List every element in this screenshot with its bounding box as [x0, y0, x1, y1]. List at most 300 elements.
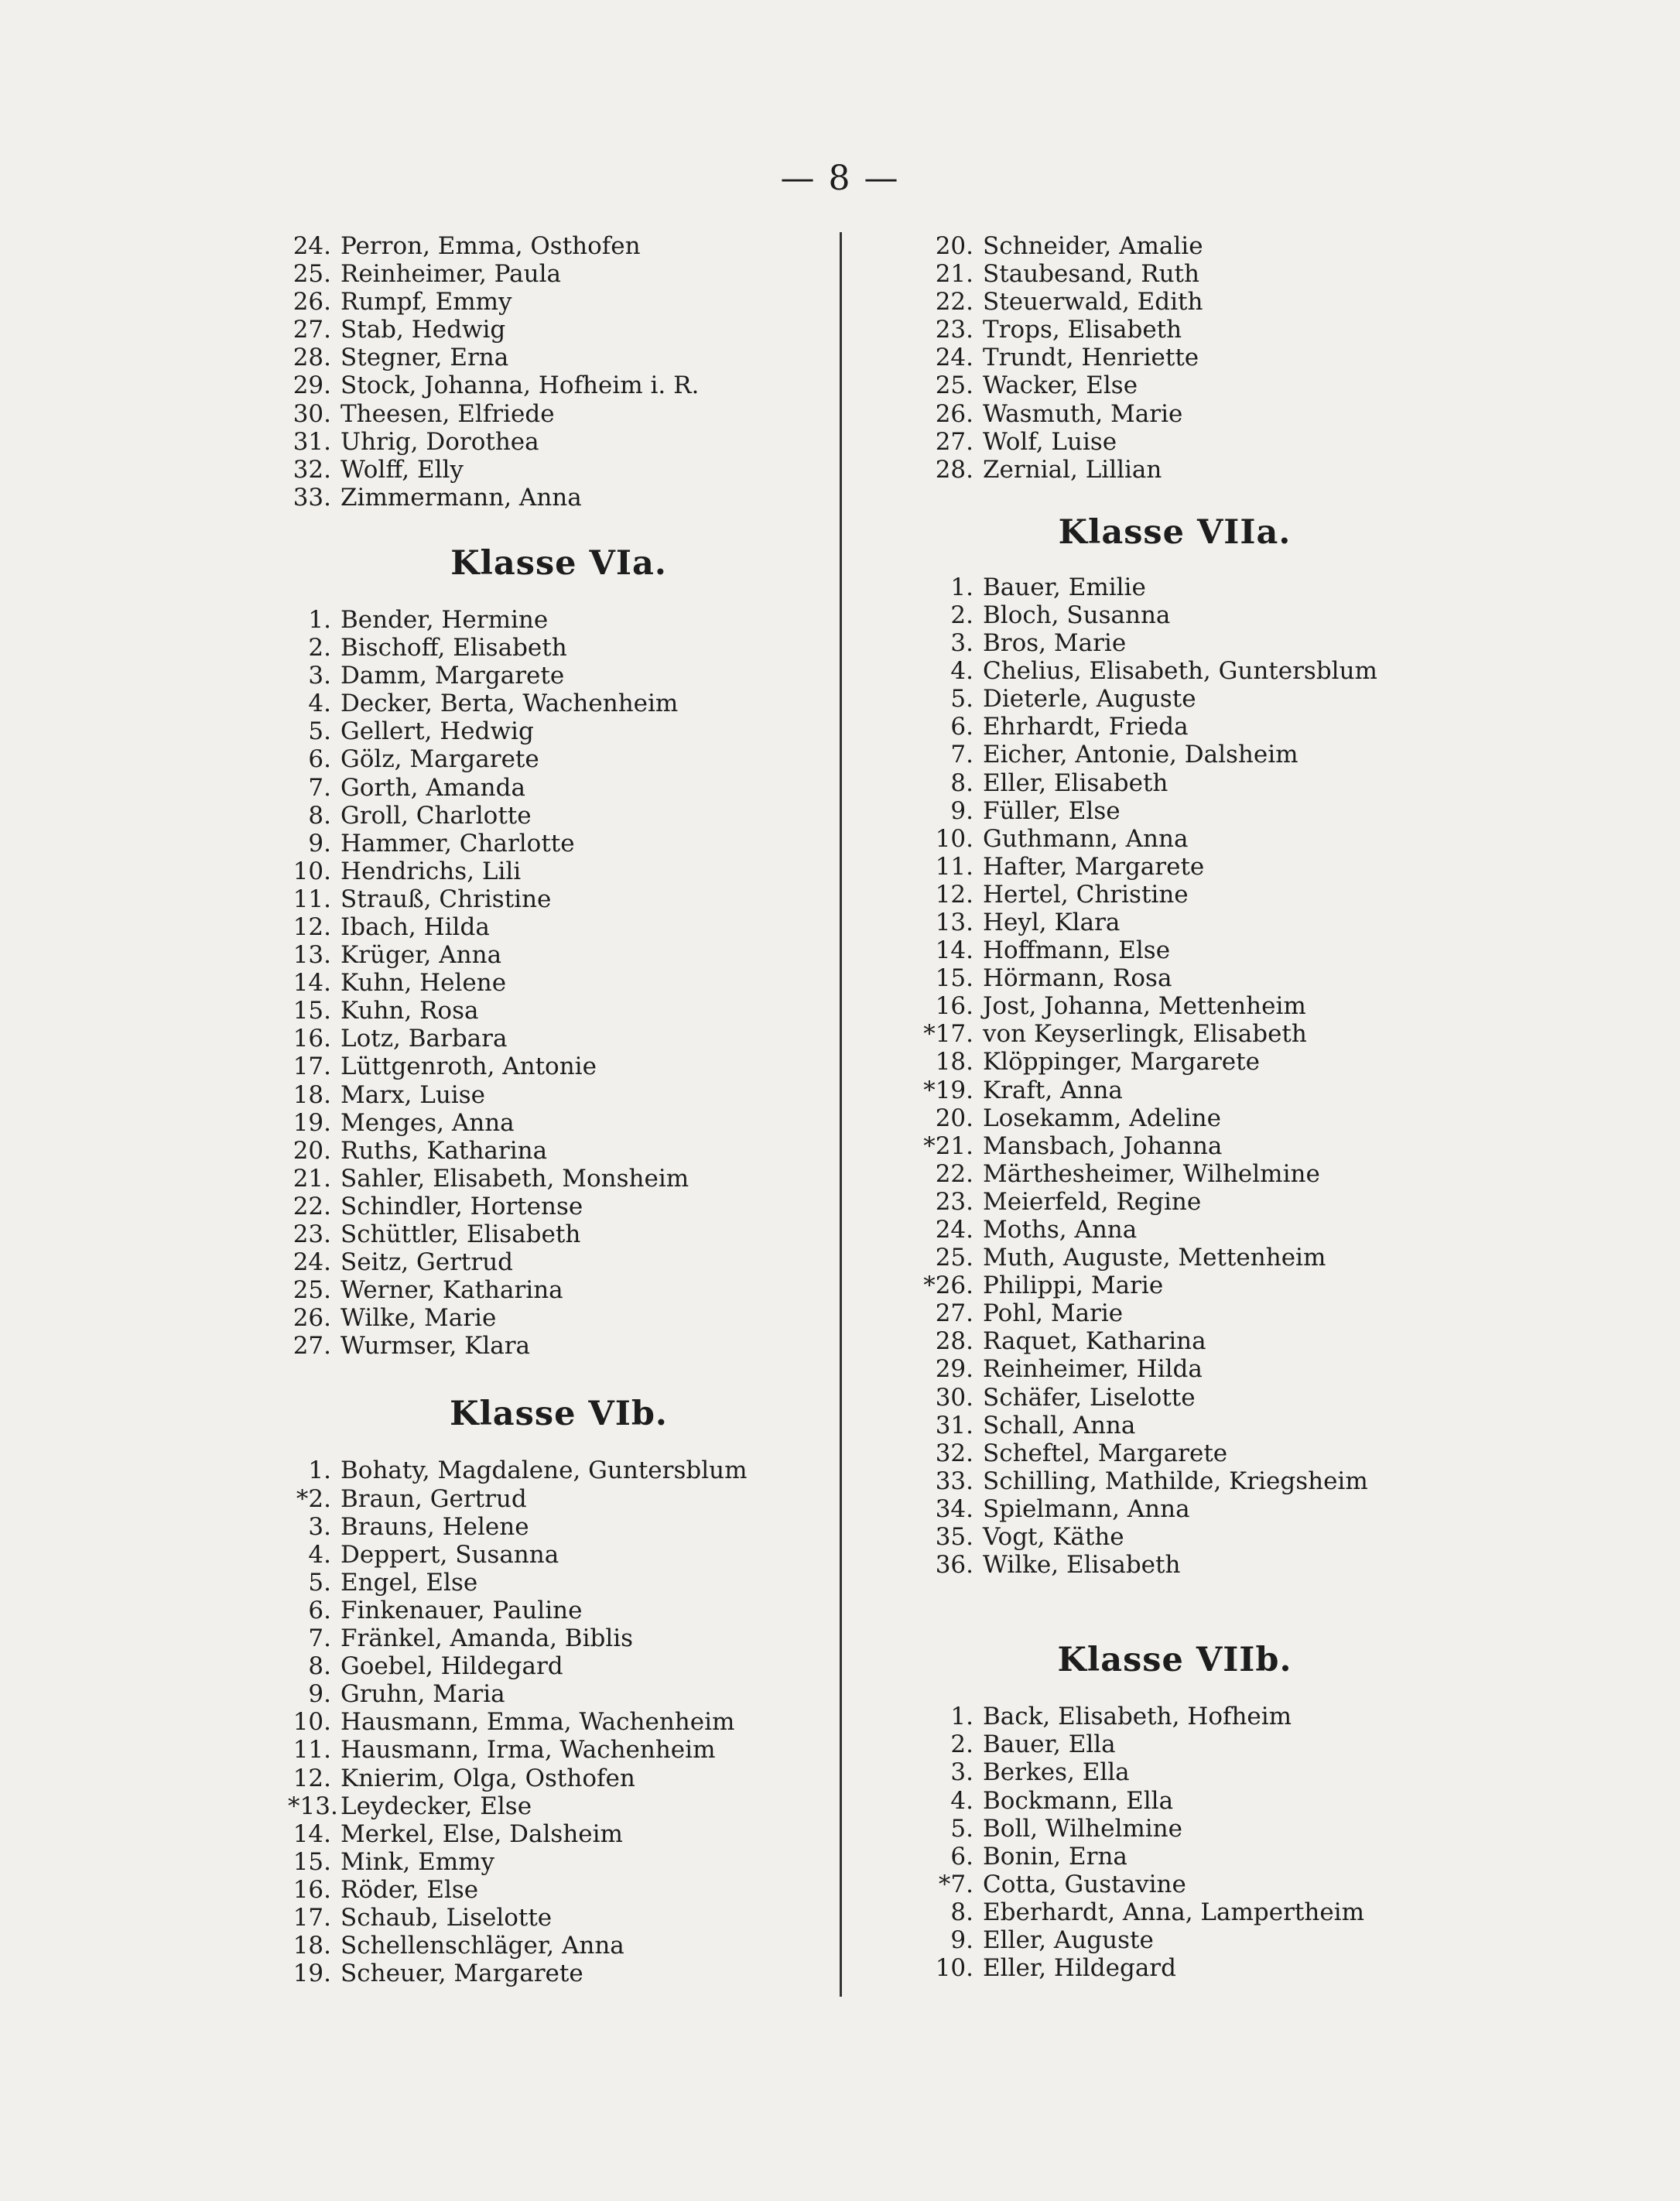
- entry-number: 34.: [935, 1494, 973, 1523]
- entry-name: Bohaty, Magdalene, Guntersblum: [340, 1456, 748, 1485]
- entry-number: 27.: [935, 427, 973, 456]
- entry-name: Bischoff, Elisabeth: [340, 634, 567, 662]
- entry-name: Zimmermann, Anna: [340, 483, 582, 512]
- entry-number: 3.: [950, 1758, 973, 1787]
- list-item: [288, 1708, 830, 1736]
- entry-name: Füller, Else: [983, 796, 1121, 825]
- list-item: [288, 913, 830, 941]
- list-item: [288, 1513, 830, 1541]
- entry-name: Gorth, Amanda: [340, 773, 525, 802]
- entry-number: 10.: [293, 1708, 331, 1737]
- heading-klasse-vib: Klasse VIb.: [450, 1395, 668, 1434]
- list-item: [288, 1276, 830, 1304]
- entry-number: 1.: [308, 605, 331, 634]
- entry-number: 23.: [935, 1187, 973, 1216]
- entry-name: Kuhn, Rosa: [340, 997, 479, 1025]
- list-item: [288, 1736, 830, 1764]
- entry-name: Werner, Katharina: [340, 1276, 563, 1305]
- entry-number: 23.: [935, 316, 973, 344]
- list-item: [919, 232, 1430, 260]
- entry-number: 3.: [308, 1512, 331, 1541]
- entry-name: Fränkel, Amanda, Biblis: [340, 1624, 634, 1653]
- entry-number: 28.: [935, 1327, 973, 1356]
- entry-number: 1.: [950, 1703, 973, 1731]
- klasse-vib-list: [288, 1456, 830, 1987]
- list-item: [919, 601, 1430, 629]
- entry-name: Mink, Emmy: [340, 1847, 495, 1876]
- entry-number: 2.: [308, 634, 331, 662]
- list-item: [919, 1299, 1430, 1327]
- list-item: [288, 456, 830, 484]
- entry-number: 29.: [935, 1355, 973, 1384]
- list-item: [919, 657, 1430, 685]
- entry-name: Zernial, Lillian: [983, 455, 1162, 484]
- entry-name: Eicher, Antonie, Dalsheim: [983, 741, 1298, 769]
- entry-number: 26.: [935, 399, 973, 428]
- entry-number: 24.: [293, 1248, 331, 1277]
- entry-name: Jost, Johanna, Mettenheim: [983, 992, 1306, 1021]
- list-item: [919, 1954, 1430, 1982]
- entry-name: Steuerwald, Edith: [983, 288, 1203, 317]
- entry-name: Ehrhardt, Frieda: [983, 713, 1189, 741]
- entry-number: 6.: [308, 1596, 331, 1624]
- heading-klasse-viia: Klasse VIIa.: [1058, 512, 1292, 552]
- list-item: [288, 1680, 830, 1708]
- entry-name: Hoffmann, Else: [983, 936, 1171, 965]
- entry-name: Groll, Charlotte: [340, 801, 532, 830]
- entry-name: Hafter, Margarete: [983, 852, 1205, 881]
- list-item: [919, 1327, 1430, 1355]
- list-item: [288, 1876, 830, 1904]
- list-item: [919, 1104, 1430, 1132]
- list-item: [288, 1932, 830, 1960]
- list-item: [919, 1730, 1430, 1758]
- list-item: [919, 713, 1430, 741]
- entry-name: Bloch, Susanna: [983, 601, 1171, 629]
- list-item: [919, 1467, 1430, 1495]
- list-item: [919, 316, 1430, 344]
- entry-number: 27.: [935, 1299, 973, 1328]
- list-item: [288, 1624, 830, 1652]
- list-item: [288, 1485, 830, 1513]
- entry-number: 35.: [935, 1523, 973, 1552]
- entry-name: Krüger, Anna: [340, 941, 502, 970]
- entry-name: Bender, Hermine: [340, 605, 549, 634]
- entry-number: 17.: [293, 1903, 331, 1932]
- entry-name: Guthmann, Anna: [983, 824, 1189, 853]
- entry-name: Meierfeld, Regine: [983, 1187, 1202, 1216]
- entry-name: Staubesand, Ruth: [983, 260, 1199, 289]
- entry-name: Heyl, Klara: [983, 908, 1121, 936]
- list-item: [919, 1384, 1430, 1412]
- entry-number: 5.: [308, 1568, 331, 1597]
- list-item: [288, 1081, 830, 1109]
- continued-list-left: [288, 232, 830, 512]
- entry-name: Hammer, Charlotte: [340, 829, 575, 857]
- klasse-viia-list: [919, 573, 1430, 1579]
- entry-name: Trundt, Henriette: [983, 344, 1199, 372]
- list-item: [288, 802, 830, 830]
- list-item: [919, 992, 1430, 1020]
- entry-number: *13.: [288, 1792, 338, 1820]
- entry-number: 10.: [935, 1954, 973, 1983]
- entry-name: Hendrichs, Lili: [340, 857, 522, 885]
- entry-number: 11.: [293, 885, 331, 913]
- entry-number: 23.: [293, 1220, 331, 1248]
- entry-name: Schüttler, Elisabeth: [340, 1220, 581, 1248]
- entry-name: Schall, Anna: [983, 1411, 1136, 1439]
- entry-name: Pohl, Marie: [983, 1299, 1124, 1328]
- entry-name: Philippi, Marie: [983, 1272, 1164, 1300]
- entry-number: 15.: [935, 964, 973, 993]
- entry-name: Spielmann, Anna: [983, 1494, 1190, 1523]
- list-item: [288, 774, 830, 802]
- list-item: [919, 1132, 1430, 1160]
- list-item: [919, 1188, 1430, 1216]
- entry-name: Wacker, Else: [983, 371, 1138, 400]
- klasse-viib-list: [919, 1703, 1430, 1982]
- entry-number: 10.: [935, 824, 973, 853]
- list-item: [919, 344, 1430, 371]
- list-item: [919, 853, 1430, 881]
- list-item: [288, 288, 830, 316]
- list-item: [919, 288, 1430, 316]
- entry-number: 26.: [293, 1304, 331, 1333]
- list-item: [288, 1025, 830, 1053]
- list-item: [288, 1053, 830, 1080]
- entry-name: Berkes, Ella: [983, 1758, 1130, 1787]
- entry-number: 29.: [293, 371, 331, 400]
- list-item: [919, 1843, 1430, 1871]
- entry-number: 5.: [950, 1814, 973, 1843]
- list-item: [919, 1216, 1430, 1244]
- entry-number: 5.: [308, 717, 331, 746]
- entry-number: 8.: [308, 1652, 331, 1681]
- entry-number: 6.: [308, 745, 331, 774]
- entry-name: Wilke, Marie: [340, 1304, 497, 1333]
- entry-number: 3.: [950, 629, 973, 658]
- entry-name: Engel, Else: [340, 1568, 478, 1597]
- entry-name: Eberhardt, Anna, Lampertheim: [983, 1898, 1364, 1926]
- entry-name: Gölz, Margarete: [340, 745, 539, 774]
- entry-name: Hertel, Christine: [983, 880, 1189, 909]
- entry-number: 10.: [293, 857, 331, 885]
- entry-number: 14.: [293, 969, 331, 998]
- entry-number: 31.: [293, 427, 331, 456]
- entry-number: 2.: [950, 1730, 973, 1759]
- entry-number: 32.: [935, 1439, 973, 1467]
- entry-name: Märthesheimer, Wilhelmine: [983, 1159, 1320, 1188]
- entry-name: Cotta, Gustavine: [983, 1870, 1186, 1898]
- entry-name: Scheuer, Margarete: [340, 1960, 583, 1988]
- entry-name: Chelius, Elisabeth, Guntersblum: [983, 657, 1377, 686]
- list-item: [919, 573, 1430, 601]
- list-item: [919, 1048, 1430, 1076]
- entry-name: Wolf, Luise: [983, 427, 1117, 456]
- page-number: — 8 —: [780, 159, 900, 198]
- entry-name: Stab, Hedwig: [340, 316, 506, 344]
- list-item: [919, 260, 1430, 288]
- list-item: [919, 881, 1430, 909]
- list-item: [288, 260, 830, 288]
- entry-name: Röder, Else: [340, 1875, 479, 1904]
- entry-number: 28.: [293, 344, 331, 372]
- list-item: [288, 857, 830, 885]
- entry-name: von Keyserlingk, Elisabeth: [983, 1020, 1307, 1049]
- list-item: [288, 344, 830, 371]
- entry-name: Ibach, Hilda: [340, 912, 490, 941]
- entry-name: Knierim, Olga, Osthofen: [340, 1764, 635, 1792]
- entry-number: 21.: [293, 1164, 331, 1193]
- entry-number: 33.: [293, 483, 331, 512]
- heading-klasse-via: Klasse VIa.: [450, 543, 667, 583]
- list-item: [288, 634, 830, 662]
- entry-name: Lotz, Barbara: [340, 1025, 508, 1053]
- entry-number: 22.: [293, 1192, 331, 1220]
- entry-name: Back, Elisabeth, Hofheim: [983, 1703, 1292, 1731]
- list-item: [288, 1456, 830, 1484]
- entry-name: Klöppinger, Margarete: [983, 1048, 1260, 1077]
- entry-name: Gruhn, Maria: [340, 1680, 505, 1709]
- entry-number: 4.: [308, 1540, 331, 1569]
- left-column: [288, 232, 830, 1987]
- list-item: [919, 371, 1430, 399]
- list-item: [288, 1137, 830, 1165]
- list-item: [919, 1020, 1430, 1048]
- entry-name: Dieterle, Auguste: [983, 685, 1196, 714]
- list-item: [288, 1960, 830, 1987]
- list-item: [919, 936, 1430, 964]
- list-item: [288, 1820, 830, 1848]
- entry-number: 9.: [950, 1925, 973, 1954]
- entry-number: 24.: [935, 344, 973, 372]
- entry-name: Schellenschläger, Anna: [340, 1932, 624, 1960]
- entry-number: 27.: [293, 1332, 331, 1361]
- list-item: [288, 1904, 830, 1932]
- entry-name: Eller, Elisabeth: [983, 768, 1168, 797]
- entry-name: Vogt, Käthe: [983, 1523, 1124, 1552]
- right-column: [919, 232, 1430, 1982]
- list-item: [919, 1898, 1430, 1926]
- entry-name: Decker, Berta, Wachenheim: [340, 690, 679, 718]
- list-item: [288, 428, 830, 456]
- list-item: [288, 371, 830, 399]
- entry-number: 30.: [935, 1383, 973, 1412]
- entry-number: 31.: [935, 1411, 973, 1439]
- entry-number: 8.: [308, 801, 331, 830]
- entry-name: Reinheimer, Hilda: [983, 1355, 1203, 1384]
- entry-number: 8.: [950, 768, 973, 797]
- entry-number: 25.: [935, 371, 973, 400]
- list-item: [288, 400, 830, 428]
- entry-number: 22.: [935, 288, 973, 317]
- entry-name: Uhrig, Dorothea: [340, 427, 539, 456]
- entry-name: Bauer, Emilie: [983, 573, 1146, 601]
- list-item: [919, 797, 1430, 825]
- entry-name: Scheftel, Margarete: [983, 1439, 1228, 1467]
- entry-number: 15.: [293, 997, 331, 1025]
- list-item: [919, 400, 1430, 428]
- entry-name: Wurmser, Klara: [340, 1332, 531, 1361]
- list-item: [288, 745, 830, 773]
- entry-name: Schindler, Hortense: [340, 1192, 583, 1220]
- list-item: [919, 1077, 1430, 1104]
- entry-number: 18.: [293, 1080, 331, 1109]
- entry-number: 22.: [935, 1159, 973, 1188]
- entry-name: Eller, Hildegard: [983, 1954, 1176, 1983]
- entry-name: Raquet, Katharina: [983, 1327, 1206, 1356]
- list-item: [288, 232, 830, 260]
- list-item: [288, 1765, 830, 1792]
- entry-name: Muth, Auguste, Mettenheim: [983, 1244, 1326, 1272]
- list-item: [288, 1848, 830, 1876]
- entry-number: 25.: [935, 1244, 973, 1272]
- list-item: [288, 1792, 830, 1820]
- list-item: [919, 1412, 1430, 1439]
- list-item: [919, 964, 1430, 992]
- entry-name: Wasmuth, Marie: [983, 399, 1183, 428]
- list-item: [288, 484, 830, 512]
- entry-name: Wolff, Elly: [340, 455, 464, 484]
- list-item: [288, 997, 830, 1025]
- entry-name: Perron, Emma, Osthofen: [340, 232, 641, 260]
- heading-klasse-viib: Klasse VIIb.: [1057, 1641, 1292, 1680]
- entry-number: 8.: [950, 1898, 973, 1926]
- entry-number: 16.: [935, 992, 973, 1021]
- entry-number: *26.: [923, 1272, 973, 1300]
- list-item: [919, 1355, 1430, 1383]
- entry-number: 4.: [950, 1786, 973, 1815]
- list-item: [919, 1439, 1430, 1467]
- entry-number: 26.: [293, 288, 331, 317]
- entry-name: Stegner, Erna: [340, 344, 509, 372]
- list-item: [919, 685, 1430, 713]
- entry-name: Schäfer, Liselotte: [983, 1383, 1196, 1412]
- entry-number: 19.: [293, 1960, 331, 1988]
- list-item: [919, 1160, 1430, 1188]
- entry-number: 6.: [950, 1842, 973, 1871]
- entry-name: Wilke, Elisabeth: [983, 1551, 1181, 1580]
- entry-number: 15.: [293, 1847, 331, 1876]
- entry-name: Schaub, Liselotte: [340, 1903, 553, 1932]
- list-item: [919, 456, 1430, 484]
- list-item: [919, 1523, 1430, 1551]
- list-item: [288, 1541, 830, 1569]
- column-divider: [840, 232, 842, 1997]
- list-item: [919, 1926, 1430, 1954]
- list-item: [288, 1109, 830, 1137]
- list-item: [288, 1193, 830, 1220]
- entry-name: Marx, Luise: [340, 1080, 485, 1109]
- entry-name: Moths, Anna: [983, 1216, 1138, 1244]
- list-item: [919, 1871, 1430, 1898]
- entry-name: Eller, Auguste: [983, 1925, 1154, 1954]
- entry-name: Bockmann, Ella: [983, 1786, 1174, 1815]
- entry-name: Ruths, Katharina: [340, 1136, 548, 1165]
- entry-name: Seitz, Gertrud: [340, 1248, 514, 1277]
- entry-name: Bros, Marie: [983, 629, 1127, 658]
- entry-number: 9.: [308, 1680, 331, 1709]
- list-item: [919, 1815, 1430, 1843]
- entry-number: 25.: [293, 1276, 331, 1305]
- list-item: [919, 428, 1430, 456]
- entry-name: Boll, Wilhelmine: [983, 1814, 1182, 1843]
- entry-number: 24.: [935, 1216, 973, 1244]
- entry-number: 27.: [293, 316, 331, 344]
- entry-number: 7.: [308, 1624, 331, 1653]
- entry-number: 4.: [950, 657, 973, 686]
- entry-number: *19.: [923, 1076, 973, 1104]
- entry-name: Rumpf, Emmy: [340, 288, 512, 317]
- list-item: [288, 717, 830, 745]
- entry-number: 24.: [293, 232, 331, 260]
- entry-name: Losekamm, Adeline: [983, 1104, 1221, 1132]
- entry-name: Trops, Elisabeth: [983, 316, 1182, 344]
- entry-number: *7.: [938, 1870, 973, 1898]
- entry-number: 12.: [293, 912, 331, 941]
- entry-name: Deppert, Susanna: [340, 1540, 559, 1569]
- list-item: [288, 830, 830, 857]
- entry-name: Goebel, Hildegard: [340, 1652, 563, 1681]
- entry-number: 13.: [293, 941, 331, 970]
- list-item: [288, 662, 830, 690]
- list-item: [288, 1220, 830, 1248]
- entry-number: 9.: [950, 796, 973, 825]
- entry-number: 2.: [950, 601, 973, 629]
- entry-number: 28.: [935, 455, 973, 484]
- entry-name: Leydecker, Else: [340, 1792, 532, 1820]
- continued-list-right: [919, 232, 1430, 484]
- list-item: [919, 1244, 1430, 1272]
- entry-name: Bonin, Erna: [983, 1842, 1127, 1871]
- entry-number: 30.: [293, 399, 331, 428]
- entry-number: 18.: [935, 1048, 973, 1077]
- entry-name: Schneider, Amalie: [983, 232, 1203, 260]
- entry-name: Hausmann, Emma, Wachenheim: [340, 1708, 735, 1737]
- entry-name: Hausmann, Irma, Wachenheim: [340, 1736, 716, 1765]
- entry-number: 36.: [935, 1551, 973, 1580]
- list-item: [919, 1787, 1430, 1815]
- entry-number: 21.: [935, 260, 973, 289]
- entry-number: 32.: [293, 455, 331, 484]
- entry-number: 6.: [950, 713, 973, 741]
- list-item: [288, 1304, 830, 1332]
- entry-name: Damm, Margarete: [340, 662, 565, 690]
- list-item: [288, 1597, 830, 1624]
- entry-number: 19.: [293, 1108, 331, 1137]
- entry-number: 25.: [293, 260, 331, 289]
- list-item: [919, 909, 1430, 936]
- entry-name: Merkel, Else, Dalsheim: [340, 1819, 623, 1848]
- entry-number: 18.: [293, 1932, 331, 1960]
- entry-name: Kuhn, Helene: [340, 969, 507, 998]
- entry-number: 20.: [293, 1136, 331, 1165]
- list-item: [919, 629, 1430, 657]
- entry-name: Hörmann, Rosa: [983, 964, 1172, 993]
- entry-number: 11.: [935, 852, 973, 881]
- list-item: [919, 1495, 1430, 1523]
- list-item: [288, 316, 830, 344]
- entry-number: 20.: [935, 232, 973, 260]
- entry-name: Bauer, Ella: [983, 1730, 1116, 1759]
- entry-number: 14.: [935, 936, 973, 965]
- entry-name: Braun, Gertrud: [340, 1484, 527, 1513]
- entry-number: 16.: [293, 1025, 331, 1053]
- list-item: [288, 1569, 830, 1597]
- list-item: [919, 825, 1430, 853]
- list-item: [288, 606, 830, 634]
- list-item: [288, 941, 830, 969]
